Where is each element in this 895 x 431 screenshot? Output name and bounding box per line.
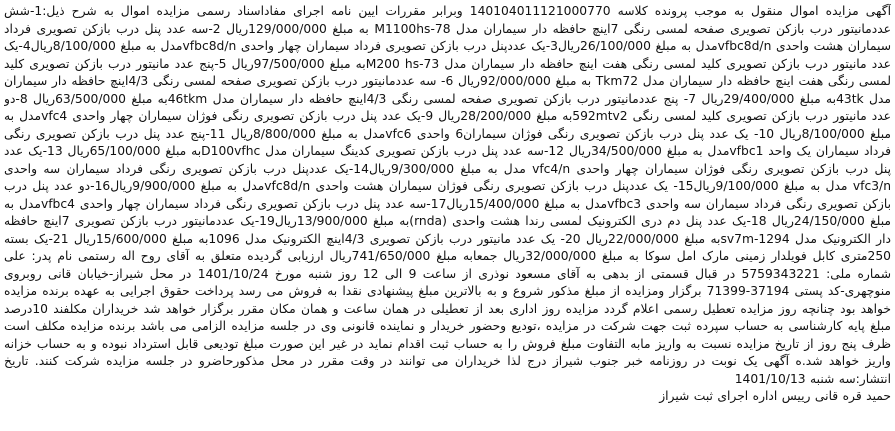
auction-notice-text: آگهی مزایده اموال منقول به موجب پرونده کلاسه 140104011121000770 وبرابر مقررات ایین نامه اجرای مفاداسناد رسمی مزایده اموال به شرح ذیل:1-شش عددمانیتور درب بازکن تصویری صفحه لمسی رنگی 7اینچ حافظه دار سیماران مدل M1100hs-78 به مبلغ 129/000/000ریال 2-سه عدد پنل درب بازکن تصویری فرداد سیماران هشت واحدی vfbc8d/nمدل به مبلغ 26/100/000ریال3-یک عددپنل درب بازکن تصویری فرداد سیماران چهار واحدی vfbc8d/nمدل به مبلغ 8/100/000ریال4-یک عدد مانیتور درب بازکن تصویری کلید لمسی رنگی هفت اینچ حافظه دار سیماران مدل M200 hs-73به مبلغ 97/500/000ریال 5-پنج عدد مانیتور درب بازکن تصویری کلید لمسی رنگی هفت اینچ حافظه دار سیماران مدل Tkm72 به مبلغ 92/000/000ریال 6- سه عددمانیتور درب بازکن تصویری صفحه لمسی رنگی 4/3اینچ حافظه دار سیماران مدل 43tkبه مبلغ 29/400/000ریال 7- پنج عددمانیتور درب بازکن تصویری صفحه لمسی رنگی 4/3اینچ حافظه دار سیماران مدل 46tkmبه مبلغ 63/500/000ریال 8-دو عدد مانیتور درب بازکن تصویری کلید لمسی رنگی 592mtv2به مبلغ 28/200/000ریال 9-یک عدد پنل درب بازکن تصویری رنگی فوژان سیماران چهار واحدی vfc4مدل به مبلغ 8/100/000ریال 10- یک عدد پنل درب بازکن تصویری رنگی فوژان سیماران6 واحدی vfc6مدل به مبلغ 8/800/000ریال 11-پنج عدد پنل درب بازکن تصویری رنگی فرداد سیماران یک واحد vfbc1مدل به مبلغ 34/500/000ریال 12-سه عدد پنل درب بازکن تصویری کدینگ سیماران مدل D100vfhcبه مبلغ 65/100/000ریال 13-یک عدد پنل درب بازکن تصویری رنگی فوژان سیماران چهار واحدی vfc4/n مدل به مبلغ 9/300/000ریال14-یک عددپنل درب بازکن تصویری رنگی فرداد سیماران سه واحدی vfc3/n مدل به مبلغ 9/100/000ریال15- یک عددپنل درب بازکن تصویری رنگی فوژان سیماران هشت واحدی vfc8d/nمدل به مبلغ 9/900/000ریال16-دو عدد پنل درب بازکن تصویری رنگی فرداد سیماران سه واحدی vfbc3مدل به مبلغ 15/400/000ریال17-سه عدد پنل درب بازکن تصویری رنگی فرداد سیماران چهار واحدی vfbc4مدل به مبلغ 24/150/000ریال 18-یک عدد پنل دم دری الکترونیک لمسی رندا هشت واحدی (rnda)به مبلغ 13/900/000ریال19-یک عددمانیتور درب بازکن تصویری 7اینچ حافظه دار الکترونیک مدل sv7m-1294به مبلغ 22/000/000ریال 20- یک عدد مانیتور درب بازکن تصویری 4/3اینچ الکترونیک مدل 1096به مبلغ 15/600/000ریال 21-یک بسته 250متری کابل فویلدار زمینی مارک امل سوکا به مبلغ 32/000/000ریال جمعابه مبلغ 741/650/000ریال ارزیابی گردیده متعلق به آقای روح اله رستمی نام پدر: علی شماره ملی: 5759343221 در قبال قسمتی از بدهی به آقای مسعود نوذری از ساعت 9 الی 12 روز شنبه مورخ 1401/10/24 در محل شیراز-خیابان قانی روبروی منوچهری-کد پستی 37194-71399 برگزار ومزایده از مبلغ مذکور شروع و به بالاترین مبلغ پیشنهادی نقدا به فروش می رسد پرداخت حقوق اجرایی به عهده برنده مزایده خواهد بود چنانچه روز مزایده تعطیل رسمی اعلام گردد مزایده روز اداری بعد از تعطیلی در همان ساعت و همان مکان مقرر برگزار خواهد شد خریداران مکلفند 10درصد مبلغ پایه کارشناسی به حساب سپرده ثبت جهت شرکت در مزایده ،تودیع وحضور خریدار و نماینده قانونی وی در جلسه مزایده الزامی می باشد برنده مزایده مکلف است ظرف پنج روز از تاریخ مزایده نسبت به واریز مابه التفاوت مبلغ فروش را به حساب ثبت اقدام نماید در غیر این صورت مبلغ تودیعی قابل استرداد نبوده و به حساب خزانه واریز خواهد شد.ه آگهی یک نوبت در روزنامه خبر جنوب شیراز درج لذا خریداران می توانند در وقت مقرر در محل مذکورحاضرو در جلسه مزایده شرکت کنند. تاریخ انتشار:سه شنبه 1401/10/13 حمید قره قانی رییس اداره اجرای ثبت شیراز — [4, 4, 891, 403]
auction-notice — [4, 3, 891, 428]
